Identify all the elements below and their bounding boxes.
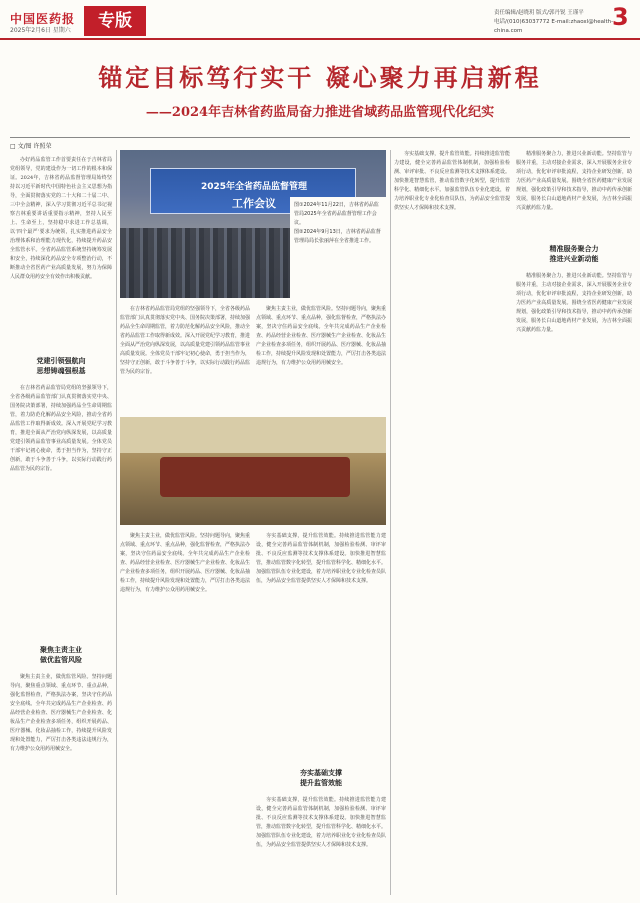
column-3-bottom — [256, 796, 386, 895]
photo-caption — [290, 197, 386, 317]
meeting-photo — [120, 417, 386, 525]
paragraph: 聚焦主责主业，做优监管风险。坚持问题导向，聚焦重点领域、重点环节、重点品种，强化监督检查，严格执法办案，坚决守住药品安全底线。全年共完成药品生产企业检查、药品经营企业检查、医疗器械生产企业检查、化妆品生产企业检查多项任务，组织开展药品、医疗器械、化妆品抽检工作，持续提升风险发现和处置能力，严厉打击各类违法违规行为，有力维护公众用药用械安全。 — [10, 674, 112, 752]
paragraph: 夯实基础支撑，提升监管效能。持续推进监管能力建设，健全完善药品监管体制机制，加强检验检测、审评审批、不良反应监测等技术支撑体系建设。加快推进智慧监管，推动监管数字化转型，提升监管科学化、精细化水平。加强监管队伍专业化建设，着力培养职业化专业化检查员队伍，为药品安全监管提供坚实人才保障和技术支撑。 — [256, 797, 386, 848]
top-rule — [10, 137, 630, 138]
stage-banner-line-2: 工作会议 — [232, 197, 276, 210]
publication-date: 2025年2月6日 星期六 — [10, 27, 71, 34]
paragraph: 在吉林省药品监管局党组的坚强领导下，全省各级药品监管部门认真贯彻落实党中央、国务院决策部署，持续加强药品全生命周期监管，着力防范化解药品安全风险，推动全省药品监管工作取得新成效。深入开展党纪学习教育，推进全面从严治党向纵深发展，以高质量党建引领药品监管事业高质量发展。全体党员干部牢记初心使命，勇于担当作为，坚持守正创新，敢于斗争善于斗争，以实际行动践行药品监管为民的宗旨。 — [10, 385, 112, 472]
editor-line-1: 责任编辑/赵晓玥 版式/郭丹锐 王谨平 — [494, 10, 584, 16]
paragraph: 聚焦主责主业，做优监管风险。坚持问题导向，聚焦重点领域、重点环节、重点品种，强化监督检查，严格执法办案，坚决守住药品安全底线。全年共完成药品生产企业检查、药品经营企业检查、医疗器械生产企业检查、化妆品生产企业检查多项任务，组织开展药品、医疗器械、化妆品抽检工作，持续提升风险发现和处置能力，严厉打击各类违法违规行为，有力维护公众用药用械安全。 — [256, 306, 386, 366]
stage-banner-line-1: 2025年全省药品监督管理 — [200, 182, 308, 192]
column-1 — [10, 156, 112, 351]
byline: □ 文/图 许照荣 — [10, 143, 52, 150]
page-number: 3 — [612, 3, 629, 31]
section-head-3 — [256, 768, 386, 788]
section-head-text: 精准服务聚合力 推进兴业新动能 — [549, 245, 599, 263]
article-headline: 锚定目标笃行实干 凝心聚力再启新程 — [98, 63, 542, 92]
section-head-1 — [10, 356, 112, 376]
column-3-lower — [256, 532, 386, 762]
meeting-room-wall — [120, 417, 386, 453]
column-divider — [390, 150, 391, 895]
paragraph: 精准服务聚合力，推进兴业新动能。坚持监管与服务并重，主动对接企业需求，深入开展服务企业专项行动，优化审评审批流程，支持企业研发创新，助力医药产业高质量发展。围绕全省医药健康产业发展规划，强化政策引导和技术指导，推动中药传承创新发展，服务长白山道地药材产业发展，为吉林全面振兴贡献药监力量。 — [516, 151, 632, 211]
newspaper-logo: 中国医药报 — [10, 12, 76, 26]
paragraph: 夯实基础支撑，提升监管效能。持续推进监管能力建设，健全完善药品监管体制机制，加强检验检测、审评审批、不良反应监测等技术支撑体系建设。加快推进智慧监管，推动监管数字化转型，提升监管科学化、精细化水平。加强监管队伍专业化建设，着力培养职业化专业化检查员队伍，为药品安全监管提供坚实人才保障和技术支撑。 — [394, 151, 510, 211]
section-head-text: 夯实基础支撑 提升监管效能 — [300, 769, 342, 787]
column-3 — [256, 305, 386, 413]
column-4 — [394, 150, 510, 895]
photo-caption-text: 图①2024年11月22日，吉林省药品监管局2025年全省药品监督管理工作会议。 图②2024年9月13日，吉林省药品监督管理局局长张丽萍在全省推进工作。 — [294, 202, 381, 244]
paragraph: 夯实基础支撑，提升监管效能。持续推进监管能力建设，健全完善药品监管体制机制，加强检验检测、审评审批、不良反应监测等技术支撑体系建设。加快推进智慧监管，推动监管数字化转型，提升监管科学化、精细化水平。加强监管队伍专业化建设，着力培养职业化专业化检查员队伍，为药品安全监管提供坚实人才保障和技术支撑。 — [256, 533, 386, 584]
article-subheadline: ——2024年吉林省药监局奋力推进省域药品监管现代化纪实 — [145, 105, 495, 120]
column-5-lower — [516, 272, 632, 895]
column-1-lower — [10, 384, 112, 639]
paragraph: 在吉林省药品监管局党组的坚强领导下，全省各级药品监管部门认真贯彻落实党中央、国务院决策部署，持续加强药品全生命周期监管，着力防范化解药品安全风险，推动全省药品监管工作取得新成效。深入开展党纪学习教育，推进全面从严治党向纵深发展，以高质量党建引领药品监管事业高质量发展。全体党员干部牢记初心使命，勇于担当作为，坚持守正创新，敢于斗争善于斗争，以实际行动践行药品监管为民的宗旨。 — [120, 306, 250, 375]
meeting-table — [160, 457, 350, 497]
masthead — [0, 0, 640, 40]
section-head-text: 聚焦主责主业 做优监管风险 — [40, 646, 82, 664]
column-1-bottom — [10, 673, 112, 895]
section-head-4 — [516, 244, 632, 264]
column-5 — [516, 150, 632, 240]
column-2 — [120, 305, 250, 413]
editor-line-2: 电话/(010)63037772 E-mail:zhaoxl@health-china.com — [494, 19, 614, 34]
section-tag: 专版 — [84, 6, 146, 36]
column-divider — [116, 150, 117, 895]
column-2-lower — [120, 532, 250, 895]
paragraph: 办好药品监管工作首要责任在于吉林省局党组领导，党的建设作为一切工作的根本和保证。2024年，吉林省药品监督管理局始终坚持以习近平新时代中国特色社会主义思想为指导，全面贯彻落实党的二十大和二十届二中、三中全会精神，深入学习贯彻习近平总书记视察吉林重要讲话重要指示精神，坚持人民至上、生命至上，坚持稳中求进工作总基调，以‘四个最严’要求为统领，扎实推进药品安全治理体系和治理能力现代化，持续提升药品安全监管水平。全省药品监管系统坚持统筹发展和安全，持续深化药品安全专项整治行动，不断推动全省医药产业高质量发展，努力为保障人民群众用药安全有效作出积极贡献。 — [10, 157, 112, 280]
paragraph: 精准服务聚合力，推进兴业新动能。坚持监管与服务并重，主动对接企业需求，深入开展服务企业专项行动，优化审评审批流程，支持企业研发创新，助力医药产业高质量发展。围绕全省医药健康产业发展规划，强化政策引导和技术指导，推动中药传承创新发展，服务长白山道地药材产业发展，为吉林全面振兴贡献药监力量。 — [516, 273, 632, 333]
section-head-2 — [10, 645, 112, 665]
section-head-text: 党建引领强航向 思想铸魂强根基 — [36, 357, 86, 375]
paragraph: 聚焦主责主业，做优监管风险。坚持问题导向，聚焦重点领域、重点环节、重点品种，强化监督检查，严格执法办案，坚决守住药品安全底线。全年共完成药品生产企业检查、药品经营企业检查、医疗器械生产企业检查、化妆品生产企业检查多项任务，组织开展药品、医疗器械、化妆品抽检工作，持续提升风险发现和处置能力，严厉打击各类违法违规行为，有力维护公众用药用械安全。 — [120, 533, 250, 593]
